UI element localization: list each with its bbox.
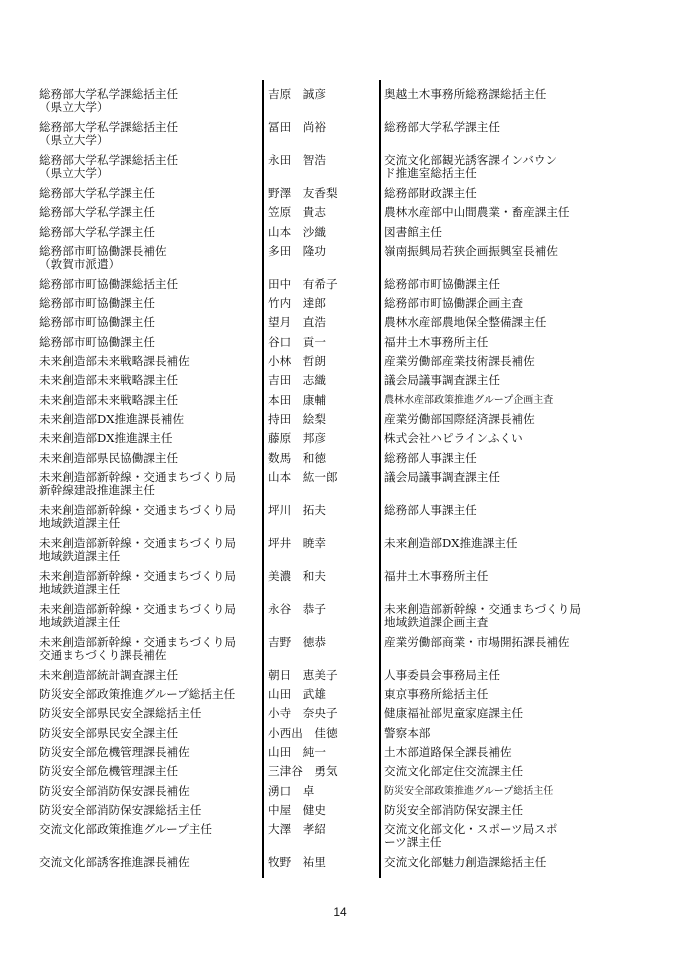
previous-position-line: 株式会社ハピラインふくい — [384, 431, 523, 446]
previous-position — [384, 727, 584, 740]
previous-position-line: 総務部市町協働課企画主査 — [384, 296, 524, 311]
new-position — [39, 121, 254, 147]
new-position-line: 総務部大学私学課総括主任 — [39, 120, 179, 134]
new-position-line: 地域鉄道課主任 — [39, 581, 121, 596]
new-position — [39, 154, 254, 180]
table-row — [0, 278, 680, 297]
employee-name: 牧野 祐里 — [268, 855, 326, 870]
previous-position — [384, 471, 584, 484]
new-position-line: 交流文化部政策推進グループ主任 — [39, 822, 212, 837]
previous-position — [384, 374, 584, 387]
new-position-line: 未来創造部未来戦略課長補佐 — [39, 354, 190, 369]
new-position — [39, 394, 254, 407]
new-position-line: 防災安全部危機管理課長補佐 — [39, 745, 190, 760]
previous-position — [384, 154, 584, 180]
previous-position-line: ド推進室総括主任 — [384, 166, 477, 180]
previous-position-line: 産業労働部産業技術課長補佐 — [384, 354, 535, 369]
table-row — [0, 669, 680, 688]
previous-position-line: 農林水産部農地保全整備課主任 — [384, 315, 547, 330]
previous-position — [384, 278, 584, 291]
employee-name: 野澤 友香梨 — [268, 186, 338, 200]
new-position — [39, 245, 254, 271]
employee-name: 本田 康輔 — [268, 392, 326, 407]
employee-name: 山田 武雄 — [268, 687, 326, 702]
employee-name: 数馬 和徳 — [268, 450, 326, 465]
table-row — [0, 746, 680, 765]
previous-position-line: 産業労働部国際経済課長補佐 — [384, 411, 535, 426]
new-position-line: 防災安全部県民安全課総括主任 — [39, 706, 202, 721]
new-position-line: 未来創造部DX推進課長補佐 — [39, 411, 185, 426]
new-position — [39, 804, 254, 817]
new-position-line: 総務部市町協働課主任 — [39, 296, 155, 311]
new-position-line: 地域鉄道課主任 — [39, 515, 121, 530]
previous-position — [384, 187, 584, 200]
new-position-line: 交流文化部誘客推進課長補佐 — [39, 855, 190, 870]
employee-name: 冨田 尚裕 — [268, 120, 326, 134]
previous-position-line: 農林水産部中山間農業・畜産課主任 — [384, 205, 570, 220]
previous-position — [384, 636, 584, 649]
previous-position — [384, 746, 584, 759]
employee-name: 田中 有希子 — [268, 276, 338, 291]
new-position-line: 交通まちづくり課長補佐 — [39, 647, 167, 662]
previous-position-line: 交流文化部定住交流課主任 — [384, 764, 524, 779]
new-position — [39, 413, 254, 426]
new-position — [39, 504, 254, 530]
new-position-line: 総務部市町協働課長補佐 — [39, 243, 167, 258]
new-position — [39, 336, 254, 349]
previous-position — [384, 88, 584, 101]
previous-position-line: 土木部道路保全課長補佐 — [384, 745, 512, 760]
previous-position-line: 総務部人事課主任 — [384, 502, 477, 517]
previous-position-line: 議会局議事調査課主任 — [384, 469, 500, 484]
table-row — [0, 374, 680, 393]
table-row — [0, 206, 680, 225]
employee-name: 吉田 志織 — [268, 373, 326, 388]
employee-name: 竹内 達郎 — [268, 296, 326, 311]
table-row — [0, 688, 680, 707]
new-position-line: 未来創造部未来戦略課主任 — [39, 373, 179, 388]
table-row — [0, 432, 680, 451]
table-row — [0, 765, 680, 784]
new-position-line: （敦賀市派遣） — [39, 256, 121, 271]
new-position-line: 地域鉄道課主任 — [39, 548, 121, 563]
table-row — [0, 636, 680, 669]
previous-position — [384, 823, 584, 849]
new-position — [39, 374, 254, 387]
previous-position — [384, 570, 584, 583]
new-position-line: 未来創造部統計調査課主任 — [39, 667, 179, 682]
new-position-line: 未来創造部新幹線・交通まちづくり局 — [39, 601, 236, 616]
previous-position — [384, 856, 584, 869]
table-row — [0, 297, 680, 316]
new-position-line: 未来創造部DX推進課主任 — [39, 431, 173, 446]
previous-position-line: 総務部市町協働課主任 — [384, 276, 500, 291]
previous-position-line: 未来創造部DX推進課主任 — [384, 535, 518, 550]
employee-name: 湧口 卓 — [268, 783, 315, 798]
previous-position — [384, 707, 584, 720]
new-position-line: （県立大学） — [39, 166, 109, 180]
table-row — [0, 856, 680, 875]
table-row — [0, 707, 680, 726]
table-row — [0, 355, 680, 374]
previous-position-line: 議会局議事調査課主任 — [384, 373, 500, 388]
table-row — [0, 394, 680, 413]
new-position — [39, 603, 254, 629]
new-position — [39, 823, 254, 836]
new-position-line: 総務部大学私学課総括主任 — [39, 87, 179, 101]
new-position — [39, 226, 254, 239]
employee-name: 中屋 健史 — [268, 802, 326, 817]
employee-name: 小寺 奈央子 — [268, 706, 338, 721]
previous-position-line: 総務部人事課主任 — [384, 450, 477, 465]
previous-position — [384, 452, 584, 465]
employee-name: 永谷 恭子 — [268, 601, 326, 616]
new-position — [39, 471, 254, 497]
table-row — [0, 804, 680, 823]
new-position-line: 総務部市町協働課主任 — [39, 334, 155, 349]
previous-position — [384, 297, 584, 310]
previous-position — [384, 765, 584, 778]
previous-position-line: 農林水産部政策推進グループ企画主査 — [384, 394, 554, 406]
new-position-line: 防災安全部政策推進グループ総括主任 — [39, 687, 236, 702]
new-position-line: 防災安全部消防保安課長補佐 — [39, 783, 190, 798]
previous-position — [384, 316, 584, 329]
previous-position — [384, 432, 584, 445]
new-position — [39, 636, 254, 662]
previous-position-line: 福井土木事務所主任 — [384, 568, 489, 583]
employee-name: 永田 智浩 — [268, 153, 326, 167]
table-row — [0, 785, 680, 804]
previous-position-line: 総務部財政課主任 — [384, 186, 477, 200]
employee-name: 坪川 拓夫 — [268, 502, 326, 517]
page-number: 14 — [333, 905, 347, 919]
previous-position — [384, 245, 584, 258]
new-position-line: 新幹線建設推進課主任 — [39, 482, 155, 497]
new-position — [39, 537, 254, 563]
new-position — [39, 88, 254, 114]
new-position-line: 総務部大学私学課主任 — [39, 224, 155, 239]
new-position — [39, 316, 254, 329]
employee-name: 谷口 貢一 — [268, 334, 326, 349]
previous-position-line: 交流文化部観光誘客課インバウン — [384, 153, 558, 167]
previous-position — [384, 336, 584, 349]
new-position-line: 未来創造部新幹線・交通まちづくり局 — [39, 469, 236, 484]
employee-name: 小林 哲朗 — [268, 354, 326, 369]
table-row — [0, 452, 680, 471]
new-position — [39, 187, 254, 200]
employee-name: 美濃 和夫 — [268, 568, 326, 583]
employee-name: 吉野 徳恭 — [268, 634, 326, 649]
new-position-line: 総務部大学私学課主任 — [39, 205, 155, 220]
employee-name: 多田 隆功 — [268, 243, 326, 258]
previous-position-line: 産業労働部商業・市場開拓課長補佐 — [384, 634, 570, 649]
new-position-line: 総務部市町協働課総括主任 — [39, 276, 179, 291]
table-row — [0, 570, 680, 603]
employee-name: 望月 直浩 — [268, 315, 326, 330]
new-position — [39, 746, 254, 759]
previous-position — [384, 121, 584, 134]
previous-position — [384, 537, 584, 550]
table-row — [0, 413, 680, 432]
table-row — [0, 537, 680, 570]
employee-name: 小西出 佳徳 — [268, 725, 338, 740]
new-position-line: （県立大学） — [39, 100, 109, 114]
previous-position — [384, 394, 584, 407]
employee-name: 山田 純一 — [268, 745, 326, 760]
previous-position-line: 防災安全部消防保安課主任 — [384, 802, 524, 817]
previous-position — [384, 355, 584, 368]
new-position-line: 総務部大学私学課総括主任 — [39, 153, 179, 167]
new-position-line: （県立大学） — [39, 133, 109, 147]
new-position-line: 未来創造部新幹線・交通まちづくり局 — [39, 535, 236, 550]
new-position-line: 防災安全部消防保安課総括主任 — [39, 802, 202, 817]
table-row — [0, 187, 680, 206]
employee-name: 大澤 孝紹 — [268, 822, 326, 837]
personnel-table — [0, 88, 680, 876]
new-position-line: 総務部市町協働課主任 — [39, 315, 155, 330]
previous-position-line: 交流文化部魅力創造課総括主任 — [384, 855, 547, 870]
employee-name: 朝日 恵美子 — [268, 667, 338, 682]
previous-position — [384, 688, 584, 701]
previous-position-line: 奥越土木事務所総務課総括主任 — [384, 87, 547, 101]
new-position — [39, 856, 254, 869]
employee-name: 三津谷 勇気 — [268, 764, 338, 779]
previous-position-line: 地域鉄道課企画主査 — [384, 614, 489, 629]
previous-position-line: 総務部大学私学課主任 — [384, 120, 500, 134]
table-row — [0, 88, 680, 121]
previous-position — [384, 504, 584, 517]
previous-position — [384, 603, 584, 629]
employee-name: 山本 沙織 — [268, 224, 326, 239]
previous-position — [384, 226, 584, 239]
table-row — [0, 245, 680, 278]
new-position — [39, 785, 254, 798]
new-position — [39, 707, 254, 720]
table-row — [0, 603, 680, 636]
previous-position-line: 福井土木事務所主任 — [384, 334, 489, 349]
new-position — [39, 669, 254, 682]
new-position — [39, 206, 254, 219]
new-position — [39, 452, 254, 465]
table-row — [0, 727, 680, 746]
previous-position-line: 未来創造部新幹線・交通まちづくり局 — [384, 601, 581, 616]
employee-name: 坪井 暁幸 — [268, 535, 326, 550]
previous-position — [384, 413, 584, 426]
new-position-line: 地域鉄道課主任 — [39, 614, 121, 629]
new-position-line: 防災安全部危機管理課主任 — [39, 764, 179, 779]
employee-name: 藤原 邦彦 — [268, 431, 326, 446]
table-row — [0, 316, 680, 335]
employee-name: 吉原 誠彦 — [268, 87, 326, 101]
new-position-line: 総務部大学私学課主任 — [39, 186, 155, 200]
previous-position-line: 健康福祉部児童家庭課主任 — [384, 706, 524, 721]
previous-position-line: 東京事務所総括主任 — [384, 687, 489, 702]
new-position — [39, 432, 254, 445]
new-position — [39, 570, 254, 596]
employee-name: 山本 紘一郎 — [268, 469, 338, 484]
table-row — [0, 154, 680, 187]
previous-position-line: 嶺南振興局若狭企画振興室長補佐 — [384, 243, 558, 258]
table-row — [0, 226, 680, 245]
previous-position-line: 警察本部 — [384, 725, 431, 740]
previous-position-line: 図書館主任 — [384, 224, 442, 239]
table-row — [0, 471, 680, 504]
new-position — [39, 355, 254, 368]
new-position — [39, 765, 254, 778]
table-row — [0, 504, 680, 537]
previous-position — [384, 785, 584, 798]
new-position — [39, 727, 254, 740]
new-position — [39, 297, 254, 310]
new-position — [39, 688, 254, 701]
new-position-line: 防災安全部県民安全課主任 — [39, 725, 179, 740]
employee-name: 持田 絵梨 — [268, 411, 326, 426]
new-position-line: 未来創造部新幹線・交通まちづくり局 — [39, 568, 236, 583]
table-row — [0, 121, 680, 154]
previous-position-line: 防災安全部政策推進グループ総括主任 — [384, 785, 554, 797]
previous-position — [384, 669, 584, 682]
new-position-line: 未来創造部新幹線・交通まちづくり局 — [39, 502, 236, 517]
previous-position — [384, 206, 584, 219]
table-row — [0, 336, 680, 355]
new-position-line: 未来創造部新幹線・交通まちづくり局 — [39, 634, 236, 649]
new-position-line: 未来創造部県民協働課主任 — [39, 450, 179, 465]
employee-name: 笠原 貴志 — [268, 205, 326, 220]
new-position — [39, 278, 254, 291]
previous-position-line: 人事委員会事務局主任 — [384, 667, 500, 682]
previous-position-line: ーツ課主任 — [384, 835, 442, 850]
new-position-line: 未来創造部未来戦略課主任 — [39, 392, 179, 407]
table-row — [0, 823, 680, 856]
previous-position — [384, 804, 584, 817]
previous-position-line: 交流文化部文化・スポーツ局スポ — [384, 822, 558, 837]
